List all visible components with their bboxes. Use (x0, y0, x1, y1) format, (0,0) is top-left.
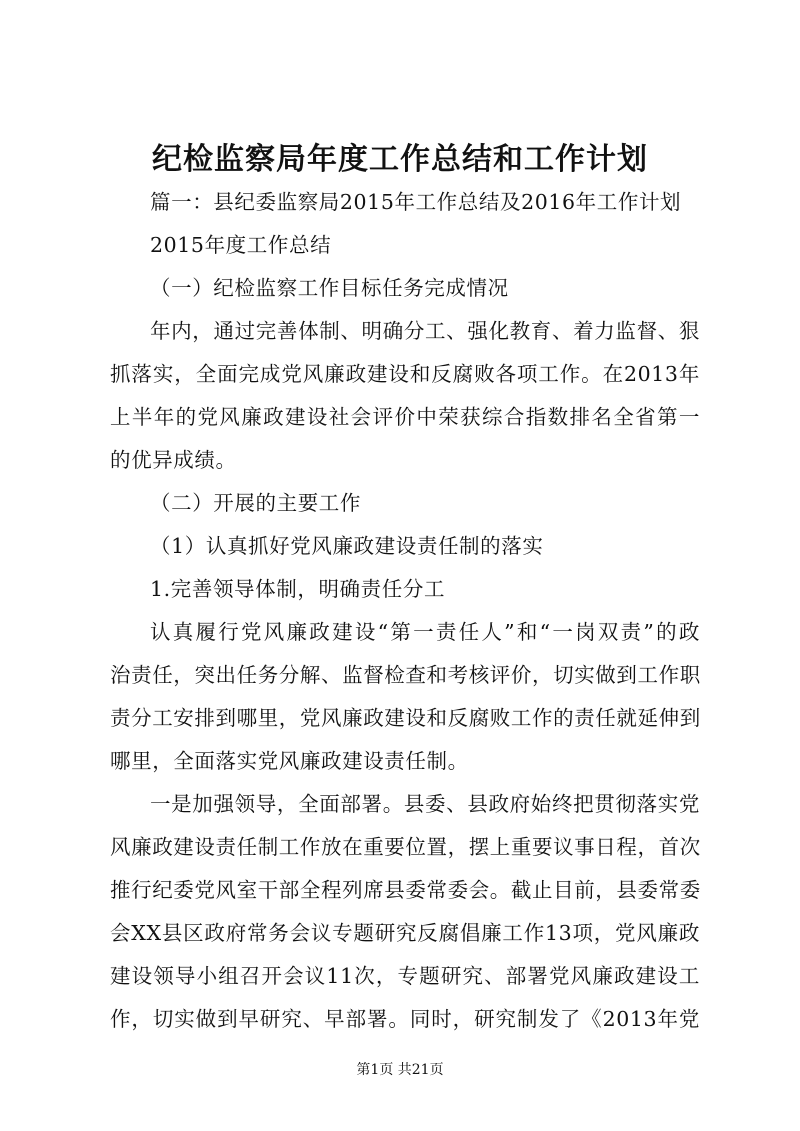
paragraph-line: 推行纪委党风室干部全程列席县委常委会。截止目前，县委常委 (110, 878, 701, 902)
subheading: （二）开展的主要工作 (150, 491, 361, 515)
paragraph-line: 责分工安排到哪里，党风廉政建设和反腐败工作的责任就延伸到 (110, 706, 701, 730)
paragraph-line: 风廉政建设责任制工作放在重要位置，摆上重要议事日程，首次 (110, 835, 701, 859)
subheading: （1）认真抓好党风廉政建设责任制的落实 (150, 534, 544, 558)
section-heading: 篇一：县纪委监察局2015年工作总结及2016年工作计划 (150, 190, 682, 214)
paragraph-line: 上半年的党风廉政建设社会评价中荣获综合指数排名全省第一 (110, 405, 700, 429)
document-title: 纪检监察局年度工作总结和工作计划 (152, 142, 648, 177)
paragraph-line: 治责任，突出任务分解、监督检查和考核评价，切实做到工作职 (110, 663, 701, 687)
paragraph-line: 建设领导小组召开会议11次，专题研究、部署党风廉政建设工 (110, 964, 700, 988)
paragraph-line: 抓落实，全面完成党风廉政建设和反腐败各项工作。在2013年 (110, 362, 700, 386)
page-number-footer: 第1页 共21页 (356, 1062, 444, 1078)
paragraph-line: 会XX县区政府常务会议专题研究反腐倡廉工作13项，党风廉政 (110, 921, 700, 945)
paragraph-line: 作，切实做到早研究、早部署。同时，研究制发了《2013年党 (110, 1007, 700, 1031)
subheading: 1.完善领导体制，明确责任分工 (150, 577, 446, 601)
paragraph-line: 年内，通过完善体制、明确分工、强化教育、着力监督、狠 (150, 319, 700, 343)
paragraph-line: 认真履行党风廉政建设“第一责任人”和“一岗双责”的政 (150, 620, 700, 644)
paragraph-line: 哪里，全面落实党风廉政建设责任制。 (110, 749, 469, 773)
paragraph-line: 的优异成绩。 (110, 448, 237, 472)
subheading: （一）纪检监察工作目标任务完成情况 (150, 276, 509, 300)
paragraph-line: 一是加强领导，全面部署。县委、县政府始终把贯彻落实党 (150, 792, 700, 816)
subheading: 2015年度工作总结 (150, 233, 332, 257)
